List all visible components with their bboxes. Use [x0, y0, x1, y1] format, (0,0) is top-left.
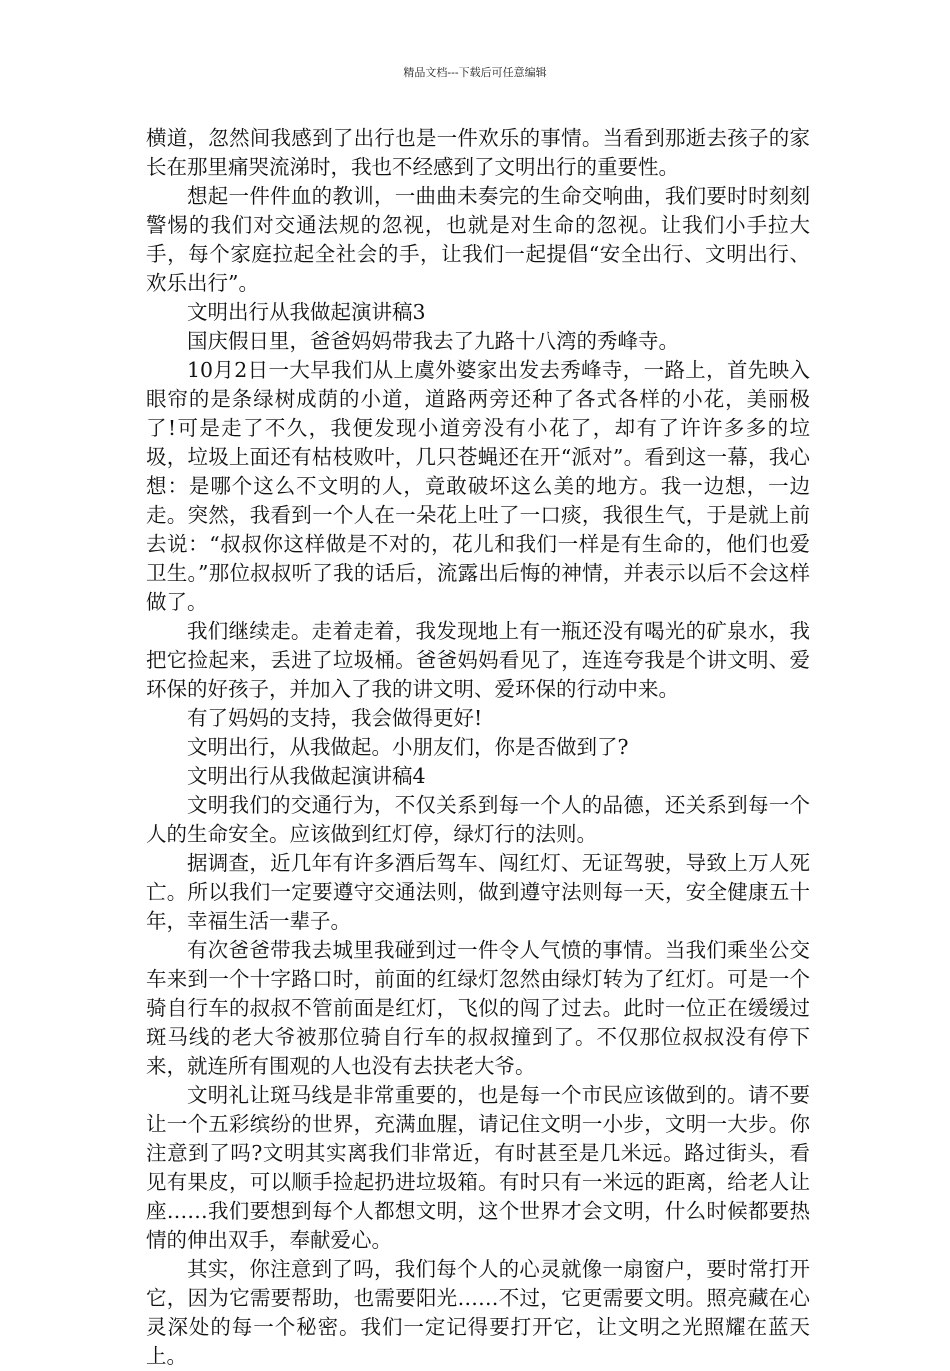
document-body [146, 124, 810, 1371]
paragraph: 文明我们的交通行为，不仅关系到每一个人的品德，还关系到每一个人的生命安全。应该做到红灯停，绿灯行的法则。 [146, 793, 810, 846]
paragraph: 我们继续走。走着走着，我发现地上有一瓶还没有喝光的矿泉水，我把它捡起来，丢进了垃圾桶。爸爸妈妈看见了，连连夸我是个讲文明、爱环保的好孩子，并加入了我的讲文明、爱环保的行动中来。 [146, 619, 810, 701]
paragraph: 有次爸爸带我去城里我碰到过一件令人气愤的事情。当我们乘坐公交车来到一个十字路口时，前面的红绿灯忽然由绿灯转为了红灯。可是一个骑自行车的叔叔不管前面是红灯，飞似的闯了过去。此时一位正在缓缓过斑马线的老大爷被那位骑自行车的叔叔撞到了。不仅那位叔叔没有停下来，就连所有围观的人也没有去扶老大爷。 [146, 938, 810, 1078]
paragraph: 横道，忽然间我感到了出行也是一件欢乐的事情。当看到那逝去孩子的家长在那里痛哭流涕时，我也不经感到了文明出行的重要性。 [146, 126, 810, 179]
section-heading: 文明出行从我做起演讲稿4 [187, 764, 426, 788]
paragraph: 有了妈妈的支持，我会做得更好! [187, 706, 483, 730]
paragraph: 国庆假日里，爸爸妈妈带我去了九路十八湾的秀峰寺。 [187, 329, 679, 353]
paragraph: 文明出行，从我做起。小朋友们，你是否做到了? [187, 735, 629, 759]
paragraph: 据调查，近几年有许多酒后驾车、闯红灯、无证驾驶，导致上万人死亡。所以我们一定要遵守交通法则，做到遵守法则每一天，安全健康五十年，幸福生活一辈子。 [146, 851, 810, 933]
paragraph: 其实，你注意到了吗，我们每个人的心灵就像一扇窗户，要时常打开它，因为它需要帮助，也需要阳光……不过，它更需要文明。照亮藏在心灵深处的每一个秘密。我们一定记得要打开它，让文明之光照耀在蓝天上。 [146, 1257, 810, 1368]
paragraph: 10月2日一大早我们从上虞外婆家出发去秀峰寺，一路上，首先映入眼帘的是条绿树成荫的小道，道路两旁还种了各式各样的小花，美丽极了!可是走了不久，我便发现小道旁没有小花了，却有了许许多多的垃圾，垃圾上面还有枯枝败叶，几只苍蝇还在开“派对”。看到这一幕，我心想：是哪个这么不文明的人，竟敢破坏这么美的地方。我一边想，一边走。突然，我看到一个人在一朵花上吐了一口痰，我很生气，于是就上前去说：“叔叔你这样做是不对的，花儿和我们一样是有生命的，他们也爱卫生。”那位叔叔听了我的话后，流露出后悔的神情，并表示以后不会这样做了。 [146, 358, 810, 614]
page-header: 精品文档---下载后可任意编辑 [403, 66, 547, 79]
section-heading: 文明出行从我做起演讲稿3 [187, 300, 426, 324]
paragraph: 想起一件件血的教训，一曲曲未奏完的生命交响曲，我们要时时刻刻警惕的我们对交通法规的忽视，也就是对生命的忽视。让我们小手拉大手，每个家庭拉起全社会的手，让我们一起提倡“安全出行、文明出行、欢乐出行”。 [146, 184, 810, 295]
paragraph: 文明礼让斑马线是非常重要的，也是每一个市民应该做到的。请不要让一个五彩缤纷的世界，充满血腥，请记住文明一小步，文明一大步。你注意到了吗?文明其实离我们非常近，有时甚至是几米远。路过街头，看见有果皮，可以顺手捡起扔进垃圾箱。有时只有一米远的距离，给老人让座……我们要想到每个人都想文明，这个世界才会文明，什么时候都要热情的伸出双手，奉献爱心。 [146, 1083, 810, 1252]
